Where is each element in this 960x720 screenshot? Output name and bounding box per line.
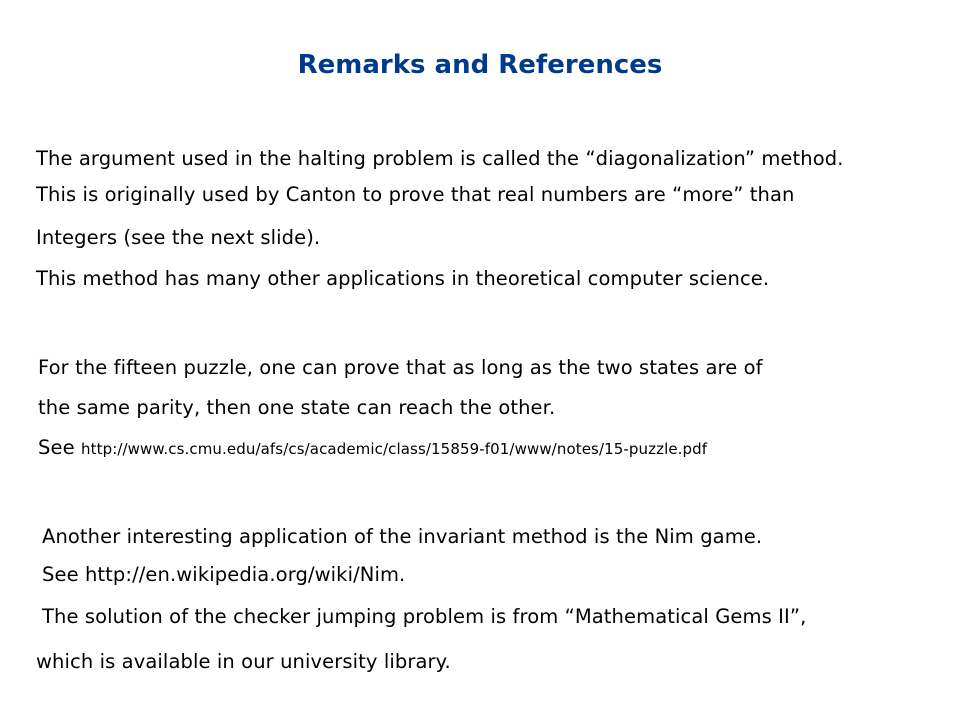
section3-line2: See http://en.wikipedia.org/wiki/Nim.	[42, 563, 406, 586]
slide-title: Remarks and References	[297, 50, 663, 80]
see-prefix: See	[38, 436, 75, 459]
section2-see-line	[38, 436, 707, 459]
section3-line3: The solution of the checker jumping problem is from “Mathematical Gems II”,	[42, 605, 807, 628]
section2-line1: For the fifteen puzzle, one can prove that as long as the two states are of	[38, 356, 763, 379]
section3-line4: which is available in our university library.	[36, 650, 451, 673]
section3-line1: Another interesting application of the invariant method is the Nim game.	[42, 525, 763, 548]
puzzle-reference-link[interactable]: http://www.cs.cmu.edu/afs/cs/academic/class/15859-f01/www/notes/15-puzzle.pdf	[81, 440, 708, 458]
section1-line1: The argument used in the halting problem is called the “diagonalization” method.	[36, 147, 844, 170]
section1-line3: Integers (see the next slide).	[36, 226, 321, 249]
section1-line4: This method has many other applications in theoretical computer science.	[36, 267, 770, 290]
section1-line2: This is originally used by Canton to prove that real numbers are “more” than	[36, 183, 795, 206]
section2-line2: the same parity, then one state can reach the other.	[38, 396, 556, 419]
